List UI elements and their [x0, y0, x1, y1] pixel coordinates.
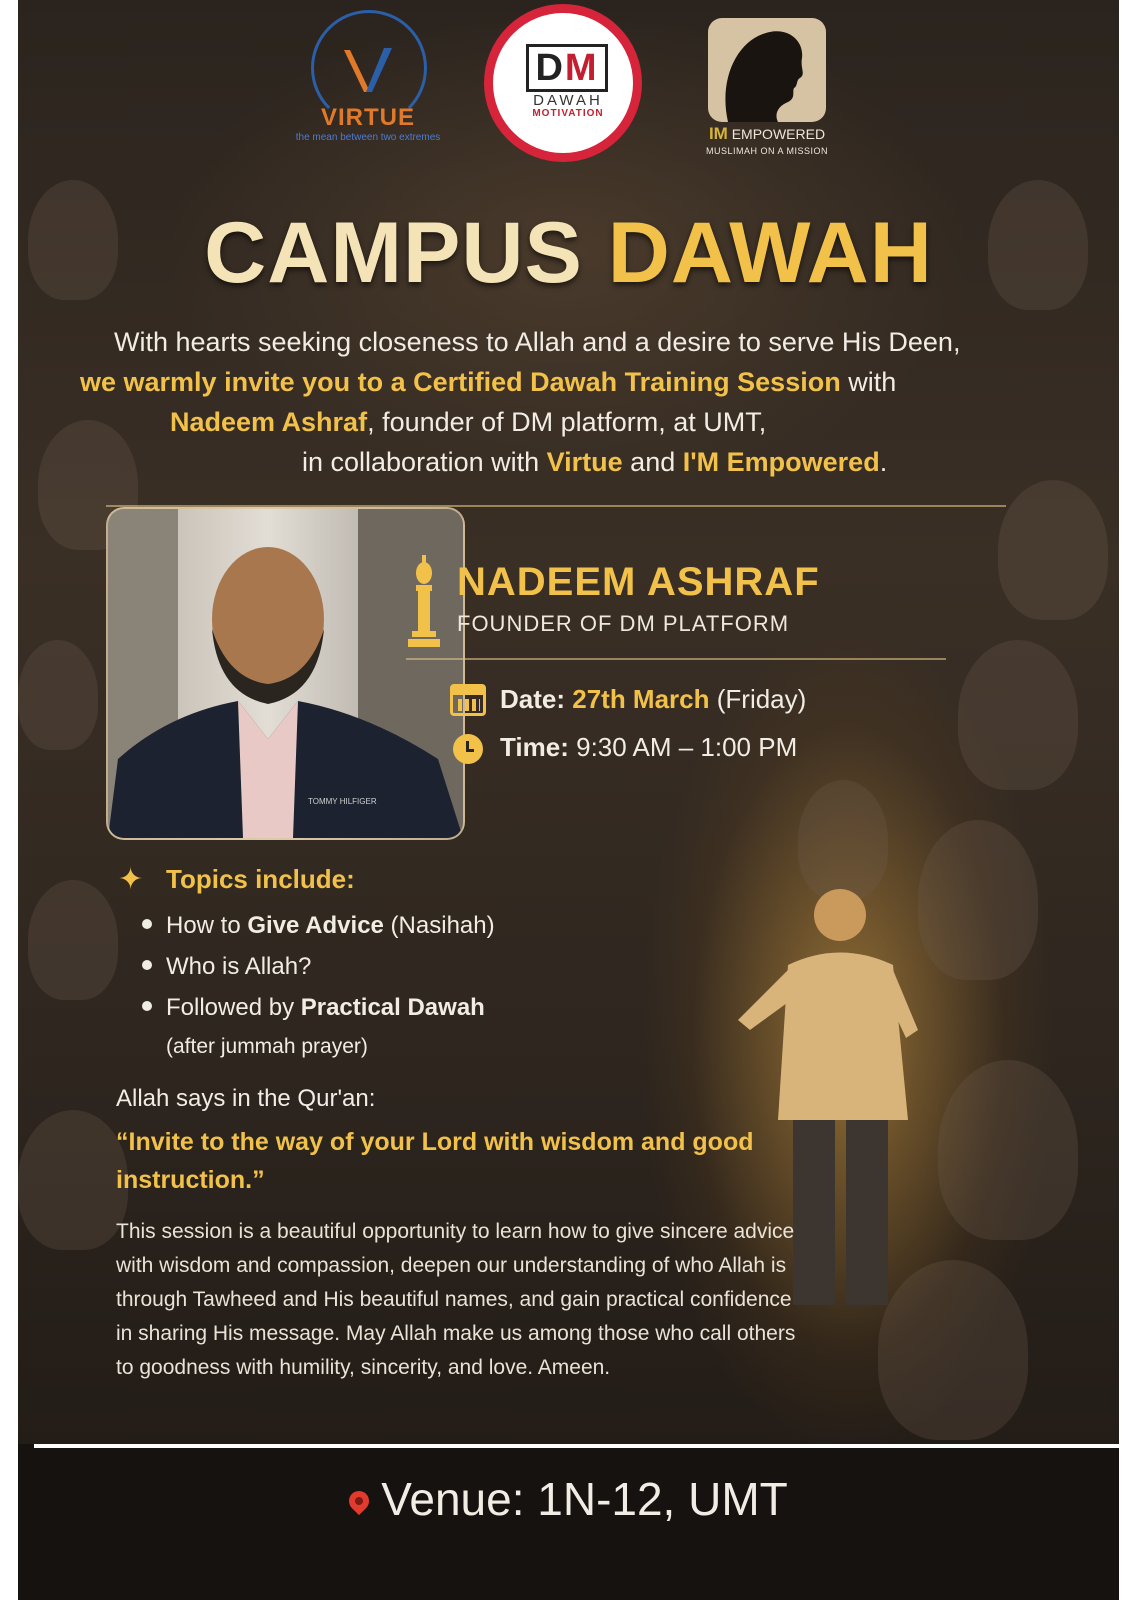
topic-item: How to Give Advice (Nasihah) [142, 912, 495, 940]
dm-logo-dawah: DAWAH [533, 92, 603, 109]
topic-item: Who is Allah? [142, 953, 311, 981]
session-description: This session is a beautiful opportunity to learn how to give sincere advice with wisdom and compassion, deepen our understanding of who Allah is through Tawheed and His beautiful names, and gain practical confidence in sharing His message. May Allah make us among those who call others to goodness with humility, sincerity, and love. Ameen. [116, 1220, 796, 1379]
event-poster [18, 0, 1119, 1600]
intro-line-3: Nadeem Ashraf, founder of DM platform, at UMT, [170, 407, 767, 437]
woman-profile-icon [708, 18, 826, 122]
page-title [18, 204, 1119, 303]
speaker-role: FOUNDER OF DM PLATFORM [457, 611, 790, 636]
clock-icon [453, 734, 483, 764]
sparkle-icon: ✦ [118, 863, 144, 896]
intro-line-2: we warmly invite you to a Certified Dawah Training Session with [80, 367, 897, 397]
im-logo-empowered: EMPOWERED [731, 126, 826, 142]
divider [34, 1444, 1119, 1448]
dm-logo-m: M [564, 47, 599, 89]
minaret-icon [406, 555, 442, 650]
shirt-brand-text: TOMMY HILFIGER [308, 797, 377, 806]
im-logo-im: IM [708, 124, 728, 143]
title-campus: CAMPUS [204, 205, 583, 301]
event-time: Time: 9:30 AM – 1:00 PM [500, 732, 798, 762]
dm-logo-motivation: MOTIVATION [532, 108, 604, 119]
location-pin-icon [345, 1487, 373, 1515]
event-date: Date: 27th March (Friday) [500, 684, 807, 714]
intro-line-1: With hearts seeking closeness to Allah and a desire to serve His Deen, [114, 327, 961, 357]
quran-intro: Allah says in the Qur'an: [116, 1085, 376, 1112]
virtue-logo-tagline: the mean between two extremes [295, 132, 441, 143]
intro-line-4: in collaboration with Virtue and I'M Empowered. [302, 447, 888, 477]
venue: Venue: 1N-12, UMT [18, 1472, 1119, 1526]
quran-quote: “Invite to the way of your Lord with wisdom and good instruction.” [116, 1128, 754, 1194]
virtue-v-icon [338, 40, 398, 100]
title-dawah: DAWAH [607, 205, 933, 301]
virtue-logo-name: VIRTUE [320, 104, 415, 131]
im-logo-tagline: MUSLIMAH ON A MISSION [705, 146, 829, 156]
calendar-icon [450, 684, 486, 716]
dm-logo-d: D [535, 47, 565, 89]
divider [406, 658, 946, 660]
speaker-name: NADEEM ASHRAF [457, 560, 820, 604]
topic-item: Followed by Practical Dawah [142, 994, 485, 1022]
topics-heading: Topics include: [166, 864, 355, 894]
topic-note: (after jummah prayer) [166, 1035, 368, 1058]
